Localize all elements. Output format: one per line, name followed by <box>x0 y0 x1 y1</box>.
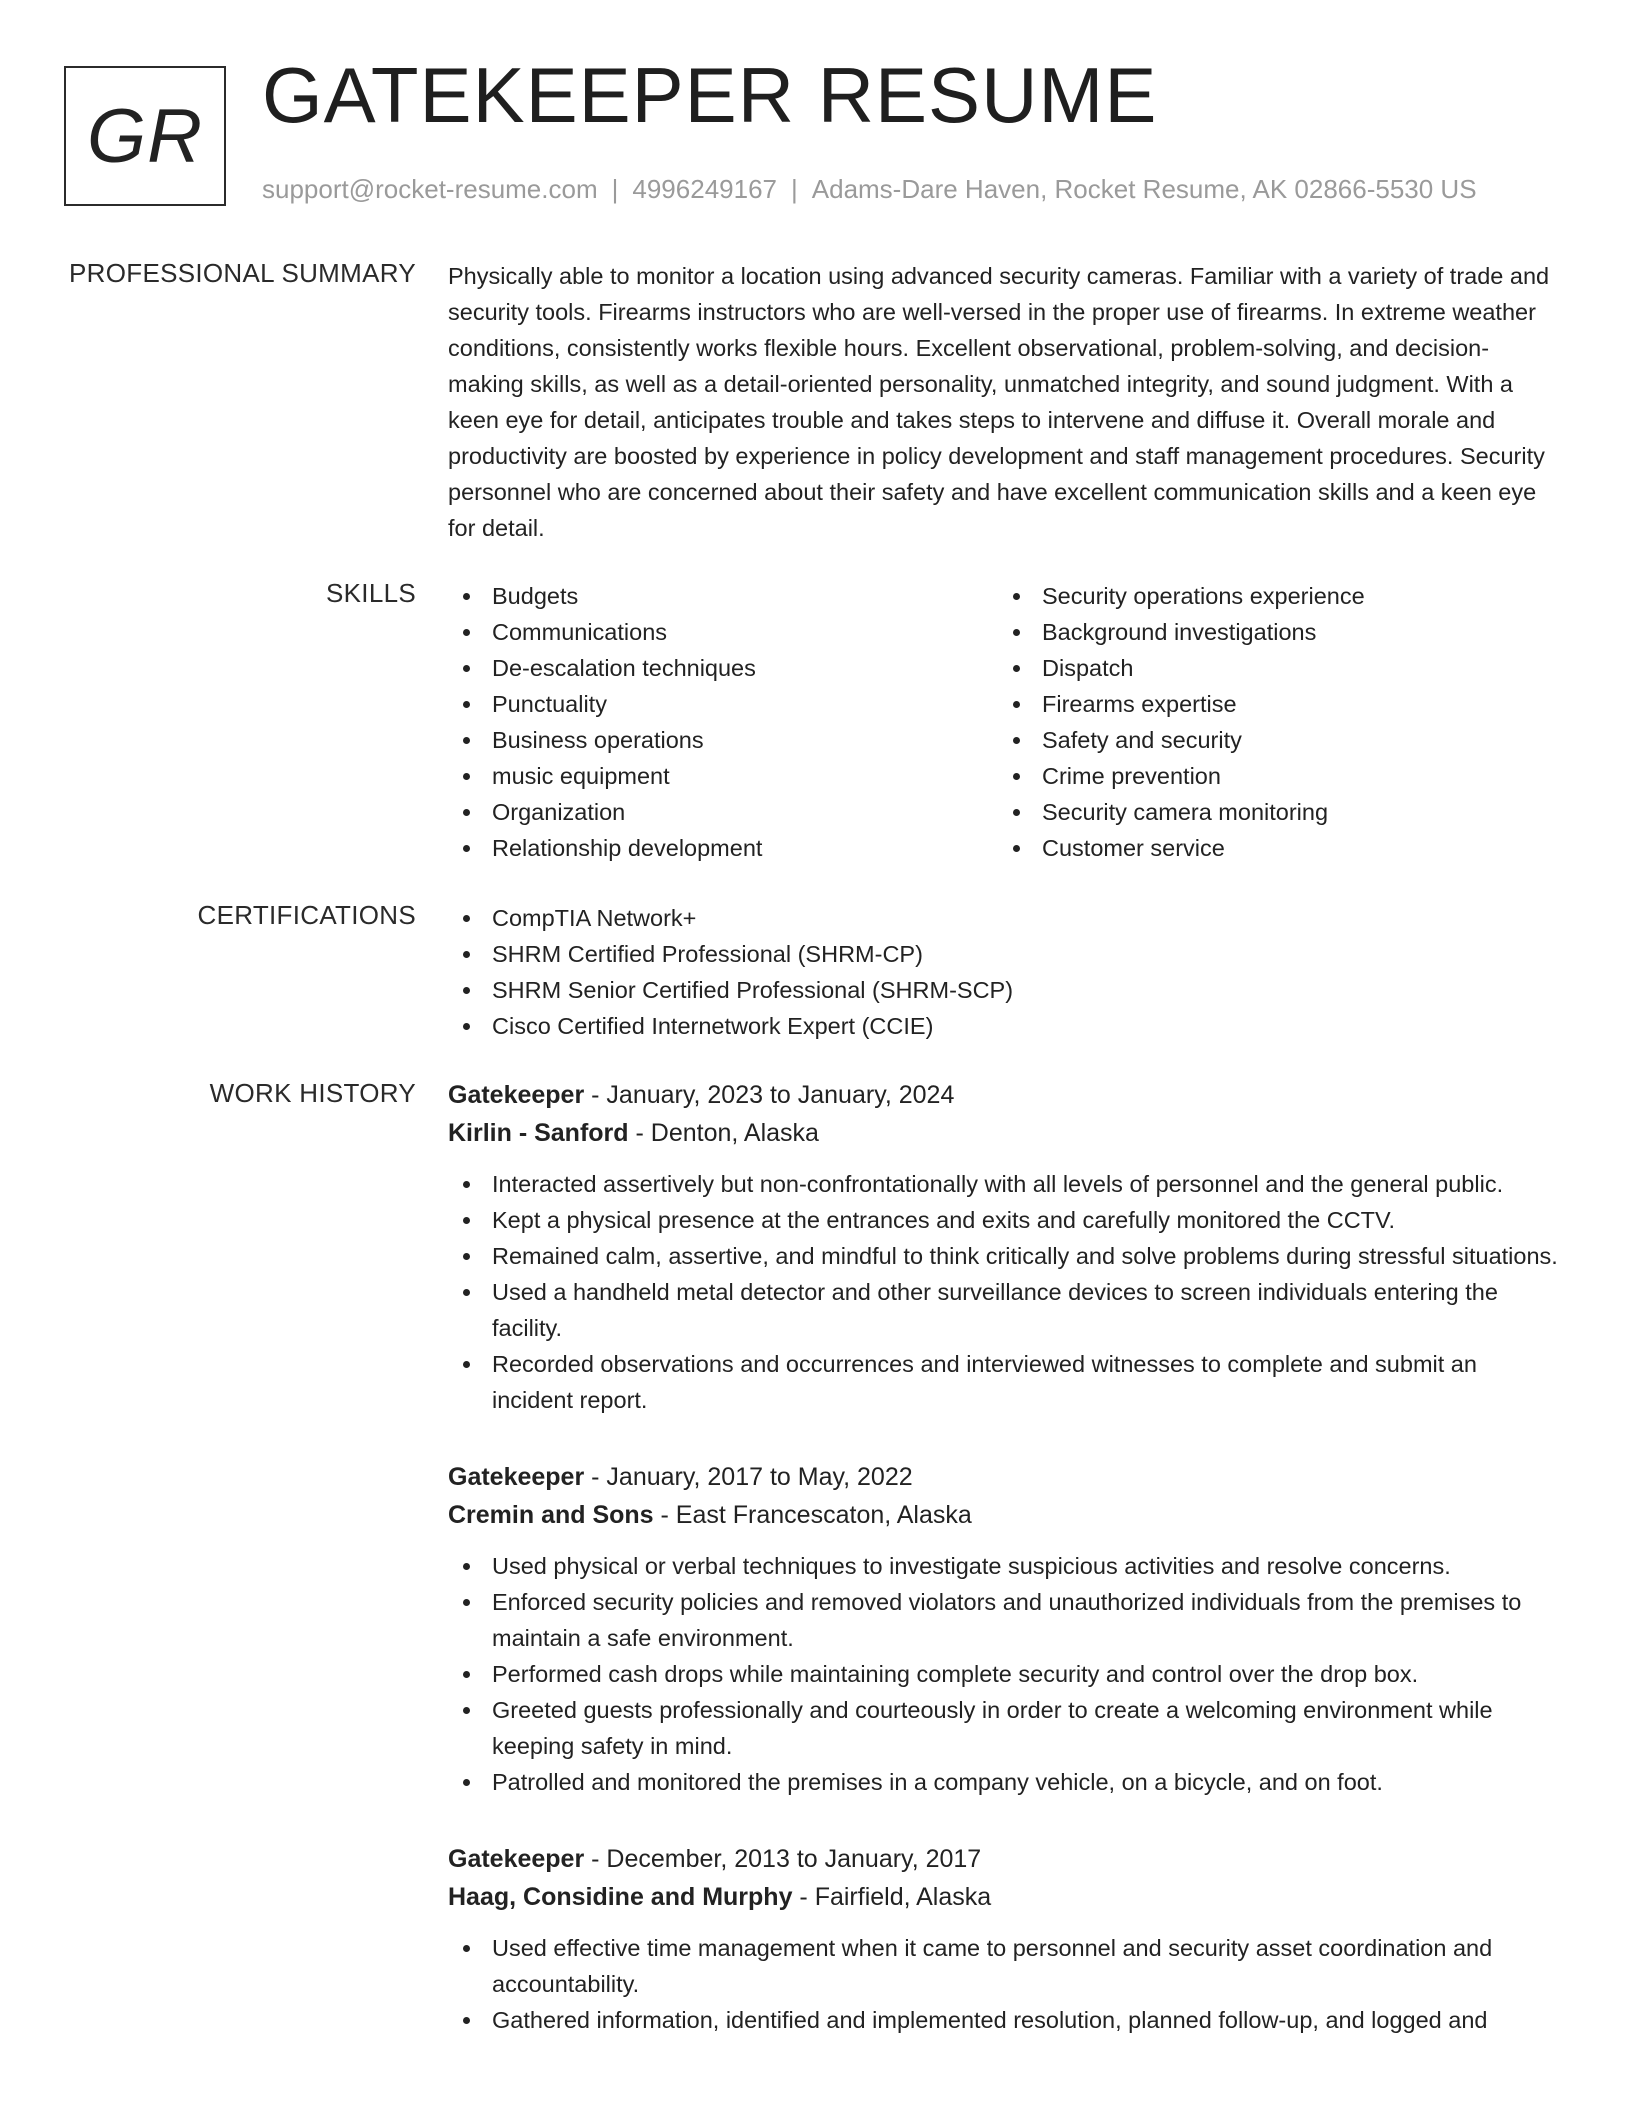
job-company: Cremin and Sons <box>448 1501 654 1529</box>
job-location: - East Francescaton, Alaska <box>653 1501 972 1529</box>
job-dates: - January, 2023 to January, 2024 <box>584 1081 955 1109</box>
certifications-heading: CERTIFICATIONS <box>197 900 416 930</box>
job-company-line <box>448 1878 1560 1916</box>
skill-item: Relationship development <box>448 830 998 866</box>
certifications-body <box>448 900 1560 1044</box>
skill-item: De-escalation techniques <box>448 650 998 686</box>
certification-item: Cisco Certified Internetwork Expert (CCIE) <box>448 1008 1560 1044</box>
job-dates: - January, 2017 to May, 2022 <box>584 1463 913 1491</box>
skill-item: Security operations experience <box>998 578 1548 614</box>
job-duty-item: Gathered information, identified and implemented resolution, planned follow-up, and logged and <box>448 2002 1560 2038</box>
job-duty-item: Greeted guests professionally and courteously in order to create a welcoming environment while keeping safety in mind. <box>448 1692 1560 1764</box>
skills-list-left <box>448 578 998 866</box>
job-entry <box>448 1458 1560 1800</box>
job-duties-list <box>448 1548 1560 1800</box>
skill-item: Budgets <box>448 578 998 614</box>
summary-text: Physically able to monitor a location using advanced security cameras. Familiar with a variety of trade and security tools. Firearms instructors who are well-versed in the proper use of firearms. In extreme weather conditions, consistently works flexible hours. Excellent observational, problem-solving, and decision-making skills, as well as a detail-oriented personality, unmatched integrity, and sound judgment. With a keen eye for detail, anticipates trouble and takes steps to intervene and diffuse it. Overall morale and productivity are boosted by experience in policy development and staff management procedures. Security personnel who are concerned about their safety and have excellent communication skills and a keen eye for detail. <box>448 263 1550 541</box>
job-location: - Fairfield, Alaska <box>792 1883 992 1911</box>
job-duty-item: Performed cash drops while maintaining complete security and control over the drop box. <box>448 1656 1560 1692</box>
contact-separator: | <box>791 174 798 204</box>
job-role: Gatekeeper <box>448 1081 585 1109</box>
job-company: Haag, Considine and Murphy <box>448 1883 793 1911</box>
job-title-line <box>448 1840 1560 1878</box>
skills-column-left <box>448 578 998 866</box>
contact-line <box>262 174 1477 205</box>
skill-item: Crime prevention <box>998 758 1548 794</box>
skill-item: Dispatch <box>998 650 1548 686</box>
skills-column-right <box>998 578 1548 866</box>
job-duty-item: Used physical or verbal techniques to investigate suspicious activities and resolve concerns. <box>448 1548 1560 1584</box>
job-company: Kirlin - Sanford <box>448 1119 629 1147</box>
monogram-badge: GR <box>64 66 226 206</box>
work-history-heading: WORK HISTORY <box>209 1078 416 1108</box>
job-duty-item: Enforced security policies and removed violators and unauthorized individuals from the premises to maintain a safe environment. <box>448 1584 1560 1656</box>
skill-item: Organization <box>448 794 998 830</box>
job-duty-item: Patrolled and monitored the premises in a company vehicle, on a bicycle, and on foot. <box>448 1764 1560 1800</box>
job-duties-list <box>448 1930 1560 2038</box>
job-role: Gatekeeper <box>448 1463 585 1491</box>
job-location: - Denton, Alaska <box>628 1119 819 1147</box>
job-duty-item: Used effective time management when it came to personnel and security asset coordination and accountability. <box>448 1930 1560 2002</box>
job-duty-item: Remained calm, assertive, and mindful to think critically and solve problems during stressful situations. <box>448 1238 1560 1274</box>
job-company-line <box>448 1496 1560 1534</box>
skills-list-right <box>998 578 1548 866</box>
skill-item: Business operations <box>448 722 998 758</box>
job-company-line <box>448 1114 1560 1152</box>
skills-heading: SKILLS <box>326 578 416 608</box>
contact-separator: | <box>611 174 619 204</box>
summary-body <box>448 258 1560 546</box>
skill-item: Punctuality <box>448 686 998 722</box>
job-duties-list <box>448 1166 1560 1418</box>
job-role: Gatekeeper <box>448 1845 585 1873</box>
job-entry <box>448 1076 1560 1418</box>
certification-item: SHRM Certified Professional (SHRM-CP) <box>448 936 1560 972</box>
skill-item: Customer service <box>998 830 1548 866</box>
job-entry <box>448 1840 1560 2038</box>
skill-item: Safety and security <box>998 722 1548 758</box>
job-duty-item: Kept a physical presence at the entrances and exits and carefully monitored the CCTV. <box>448 1202 1560 1238</box>
job-dates: - December, 2013 to January, 2017 <box>584 1845 982 1873</box>
certification-item: SHRM Senior Certified Professional (SHRM-SCP) <box>448 972 1560 1008</box>
certification-item: CompTIA Network+ <box>448 900 1560 936</box>
job-title-line <box>448 1076 1560 1114</box>
summary-heading: PROFESSIONAL SUMMARY <box>69 258 416 288</box>
contact-phone: 4996249167 <box>632 174 777 204</box>
skill-item: music equipment <box>448 758 998 794</box>
resume-title: GATEKEEPER RESUME <box>262 51 1158 139</box>
job-duty-item: Recorded observations and occurrences and interviewed witnesses to complete and submit an incident report. <box>448 1346 1560 1418</box>
contact-address: Adams-Dare Haven, Rocket Resume, AK 02866-5530 US <box>811 174 1477 204</box>
job-duty-item: Used a handheld metal detector and other surveillance devices to screen individuals entering the facility. <box>448 1274 1560 1346</box>
skill-item: Firearms expertise <box>998 686 1548 722</box>
skill-item: Background investigations <box>998 614 1548 650</box>
skill-item: Security camera monitoring <box>998 794 1548 830</box>
job-duty-item: Interacted assertively but non-confrontationally with all levels of personnel and the general public. <box>448 1166 1560 1202</box>
skills-body <box>448 578 1560 866</box>
work-history-body <box>448 1076 1560 2078</box>
job-title-line <box>448 1458 1560 1496</box>
contact-email[interactable]: support@rocket-resume.com <box>262 174 598 204</box>
skill-item: Communications <box>448 614 998 650</box>
certifications-list <box>448 900 1560 1044</box>
